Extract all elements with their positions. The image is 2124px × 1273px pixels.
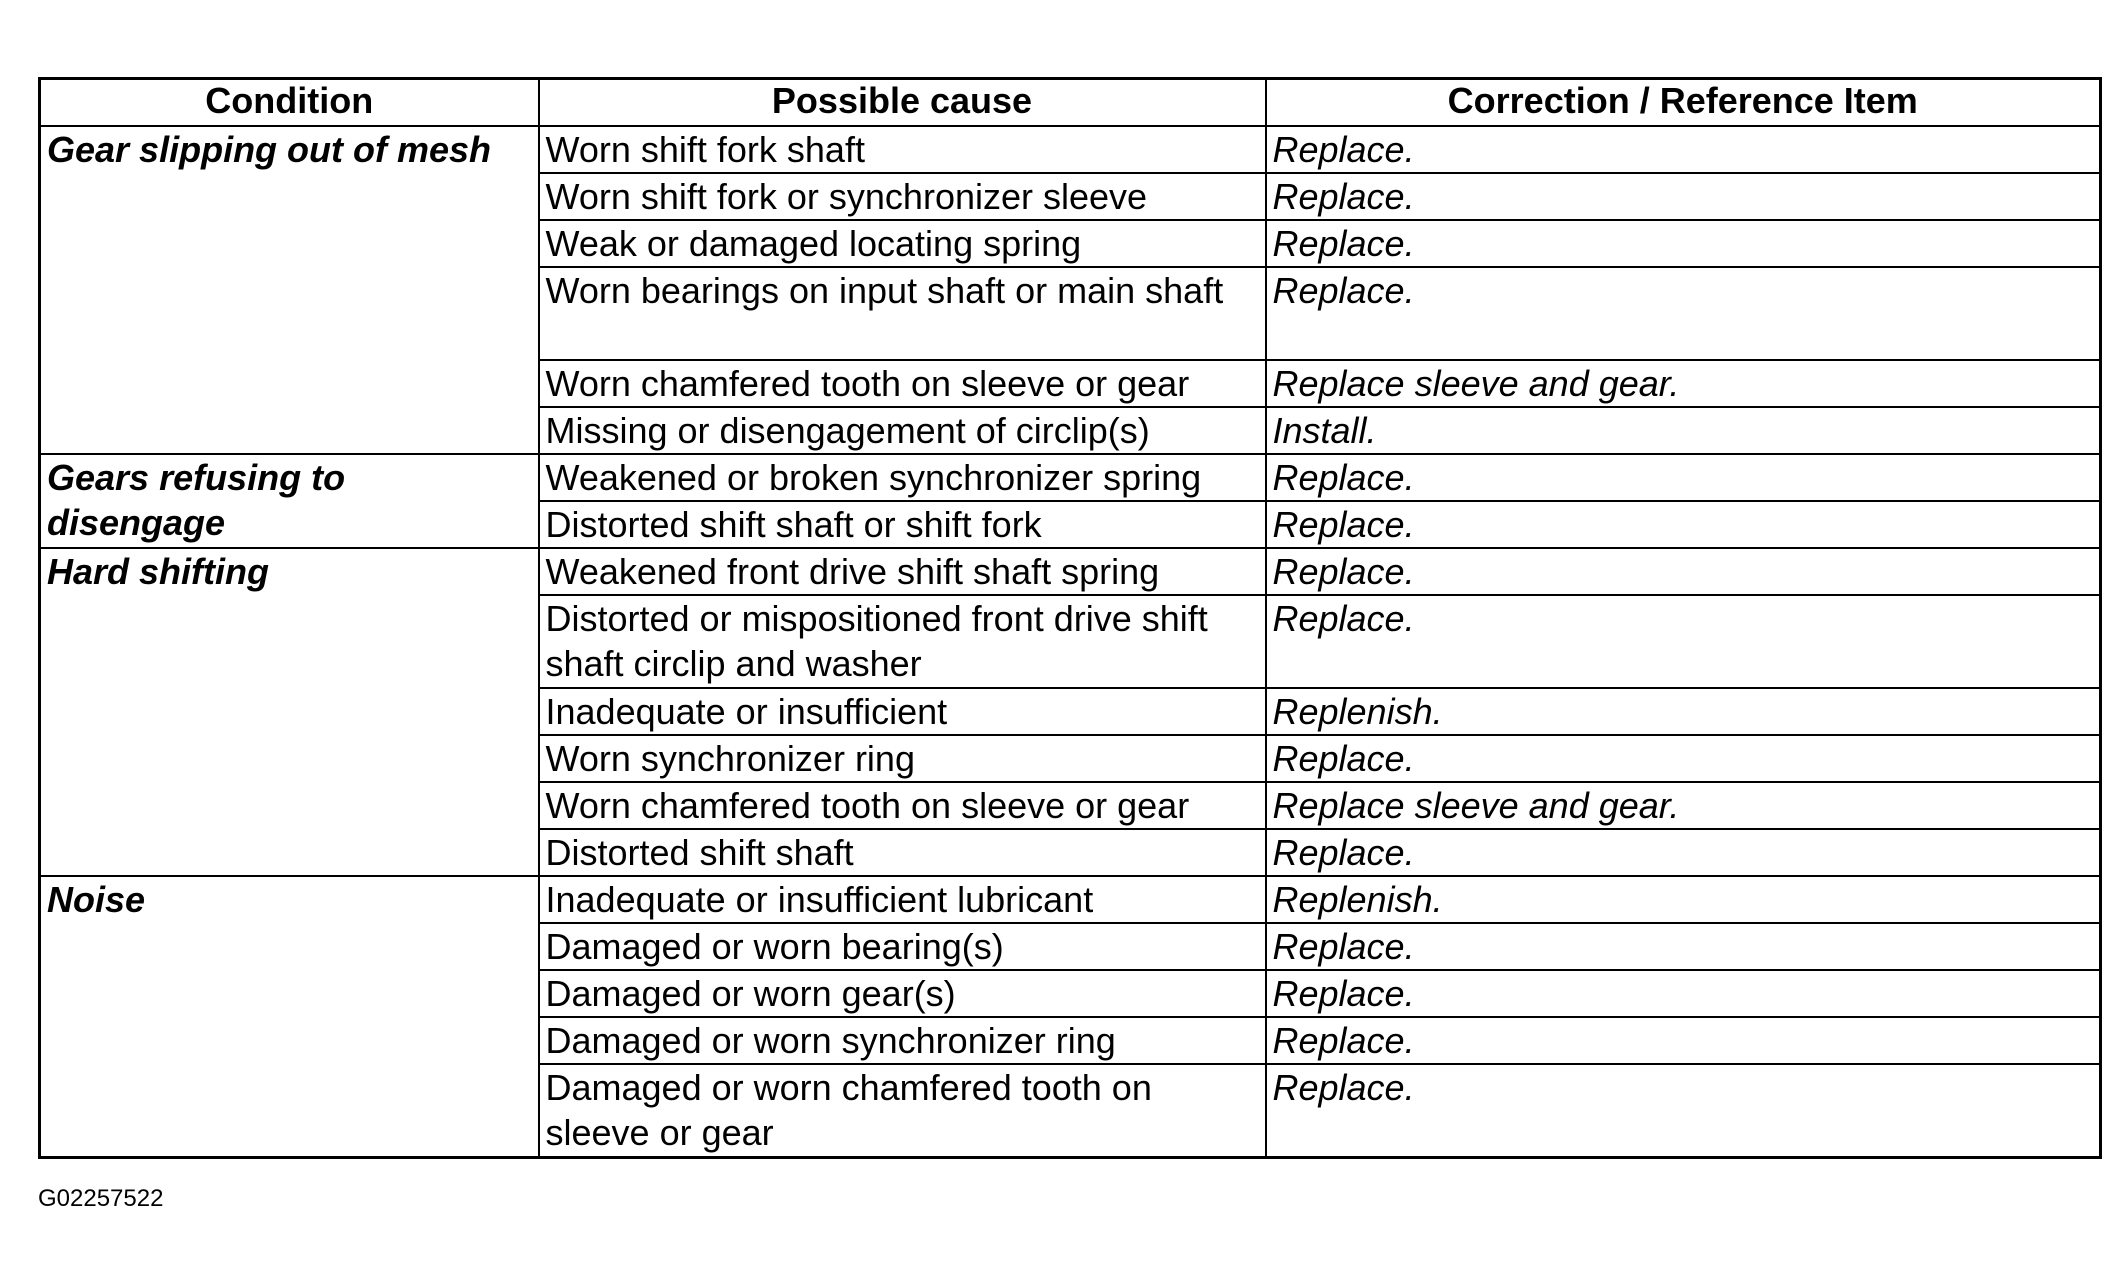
cause-cell: Damaged or worn synchronizer ring — [539, 1017, 1266, 1064]
correction-cell: Replace. — [1266, 970, 2101, 1017]
correction-cell: Replace. — [1266, 923, 2101, 970]
correction-cell: Replace. — [1266, 1064, 2101, 1158]
cause-cell: Worn chamfered tooth on sleeve or gear — [539, 782, 1266, 829]
correction-cell: Replace. — [1266, 173, 2101, 220]
cause-cell: Worn chamfered tooth on sleeve or gear — [539, 360, 1266, 407]
correction-cell: Replace. — [1266, 220, 2101, 267]
troubleshooting-table — [38, 77, 2102, 1159]
condition-cell: Gear slipping out of mesh — [40, 126, 539, 454]
table-row — [40, 126, 2101, 173]
header-correction: Correction / Reference Item — [1266, 79, 2101, 127]
correction-cell: Replace. — [1266, 829, 2101, 876]
correction-cell: Replace. — [1266, 595, 2101, 688]
header-possible-cause: Possible cause — [539, 79, 1266, 127]
correction-cell: Replenish. — [1266, 688, 2101, 735]
cause-cell: Distorted or mispositioned front drive shift shaft circlip and washer — [539, 595, 1266, 688]
cause-cell: Damaged or worn chamfered tooth on sleeve or gear — [539, 1064, 1266, 1158]
correction-cell: Install. — [1266, 407, 2101, 454]
cause-cell: Worn shift fork or synchronizer sleeve — [539, 173, 1266, 220]
correction-cell: Replace. — [1266, 1017, 2101, 1064]
correction-cell: Replace. — [1266, 735, 2101, 782]
correction-cell: Replace sleeve and gear. — [1266, 782, 2101, 829]
cause-cell: Damaged or worn bearing(s) — [539, 923, 1266, 970]
cause-cell: Worn synchronizer ring — [539, 735, 1266, 782]
correction-cell: Replenish. — [1266, 876, 2101, 923]
table-row — [40, 876, 2101, 923]
cause-cell: Weak or damaged locating spring — [539, 220, 1266, 267]
table-header-row — [40, 79, 2101, 127]
cause-cell: Damaged or worn gear(s) — [539, 970, 1266, 1017]
correction-cell: Replace. — [1266, 454, 2101, 501]
cause-cell: Weakened or broken synchronizer spring — [539, 454, 1266, 501]
cause-cell: Weakened front drive shift shaft spring — [539, 548, 1266, 595]
cause-cell: Inadequate or insufficient lubricant — [539, 876, 1266, 923]
cause-cell: Worn shift fork shaft — [539, 126, 1266, 173]
correction-cell: Replace sleeve and gear. — [1266, 360, 2101, 407]
cause-cell: Distorted shift shaft or shift fork — [539, 501, 1266, 548]
cause-cell: Distorted shift shaft — [539, 829, 1266, 876]
figure-id: G02257522 — [38, 1185, 164, 1212]
condition-cell: Gears refusing to disengage — [40, 454, 539, 548]
condition-cell: Hard shifting — [40, 548, 539, 876]
table-row — [40, 548, 2101, 595]
header-condition: Condition — [40, 79, 539, 127]
table-row — [40, 454, 2101, 501]
cause-cell: Inadequate or insufficient — [539, 688, 1266, 735]
correction-cell: Replace. — [1266, 501, 2101, 548]
condition-cell: Noise — [40, 876, 539, 1158]
cause-cell: Missing or disengagement of circlip(s) — [539, 407, 1266, 454]
cause-cell: Worn bearings on input shaft or main shaft — [539, 267, 1266, 360]
correction-cell: Replace. — [1266, 267, 2101, 360]
correction-cell: Replace. — [1266, 548, 2101, 595]
correction-cell: Replace. — [1266, 126, 2101, 173]
